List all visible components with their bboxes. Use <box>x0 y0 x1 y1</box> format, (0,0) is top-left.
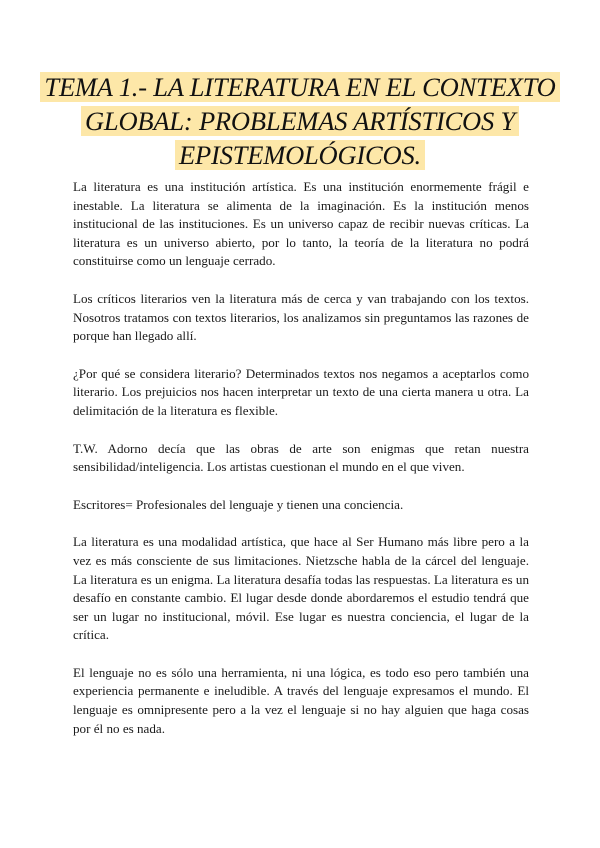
paragraph-6: La literatura es una modalidad artística, que hace al Ser Humano más libre pero a la vez es más consciente de sus limitaciones. Nietzsche habla de la cárcel del lenguaje. La literatura es un enigma. La literatura desafía todas las respuestas. La literatura es un desafío en constante cambio. El lugar desde donde abordaremos el estudio tendrá que ser un lugar no institucional, móvil. Ese lugar es nuestra conciencia, el lugar de la crítica. <box>73 534 529 643</box>
title-block <box>40 70 560 172</box>
paragraph-1: La literatura es una institución artística. Es una institución enormemente frágil e inestable. La literatura se alimenta de la imaginación. Es la institución menos institucional de las instituciones. Es un universo capaz de recibir nuevas críticas. La literatura es un universo abierto, por lo tanto, la teoría de la literatura no podrá constituirse como un lenguaje cerrado. <box>73 179 529 269</box>
paragraph-2: Los críticos literarios ven la literatura más de cerca y van trabajando con los textos. Nosotros tratamos con textos literarios, los analizamos sin preguntamos las razones de porque han llegado allí. <box>73 290 529 344</box>
paragraph-7: El lenguaje no es sólo una herramienta, ni una lógica, es todo eso pero también una experiencia permanente e ineludible. A través del lenguaje expresamos el mundo. El lenguaje es omnipresente pero a la vez el lenguaje si no hay alguien que haga cosas por él no es nada. <box>73 664 529 736</box>
paragraph-4: T.W. Adorno decía que las obras de arte son enigmas que retan nuestra sensibilidad/inteligencia. Los artistas cuestionan el mundo en el que viven. <box>73 440 529 475</box>
body-text <box>73 178 529 757</box>
page-title: TEMA 1.- LA LITERATURA EN EL CONTEXTO GLOBAL: PROBLEMAS ARTÍSTICOS Y EPISTEMOLÓGICOS. <box>40 72 559 170</box>
paragraph-3: ¿Por qué se considera literario? Determinados textos nos negamos a aceptarlos como literario. Los prejuicios nos hacen interpretar un texto de una cierta manera u otra. La delimitación de la literatura es flexible. <box>73 365 529 418</box>
paragraph-5: Escritores= Profesionales del lenguaje y tienen una conciencia. <box>73 496 404 512</box>
